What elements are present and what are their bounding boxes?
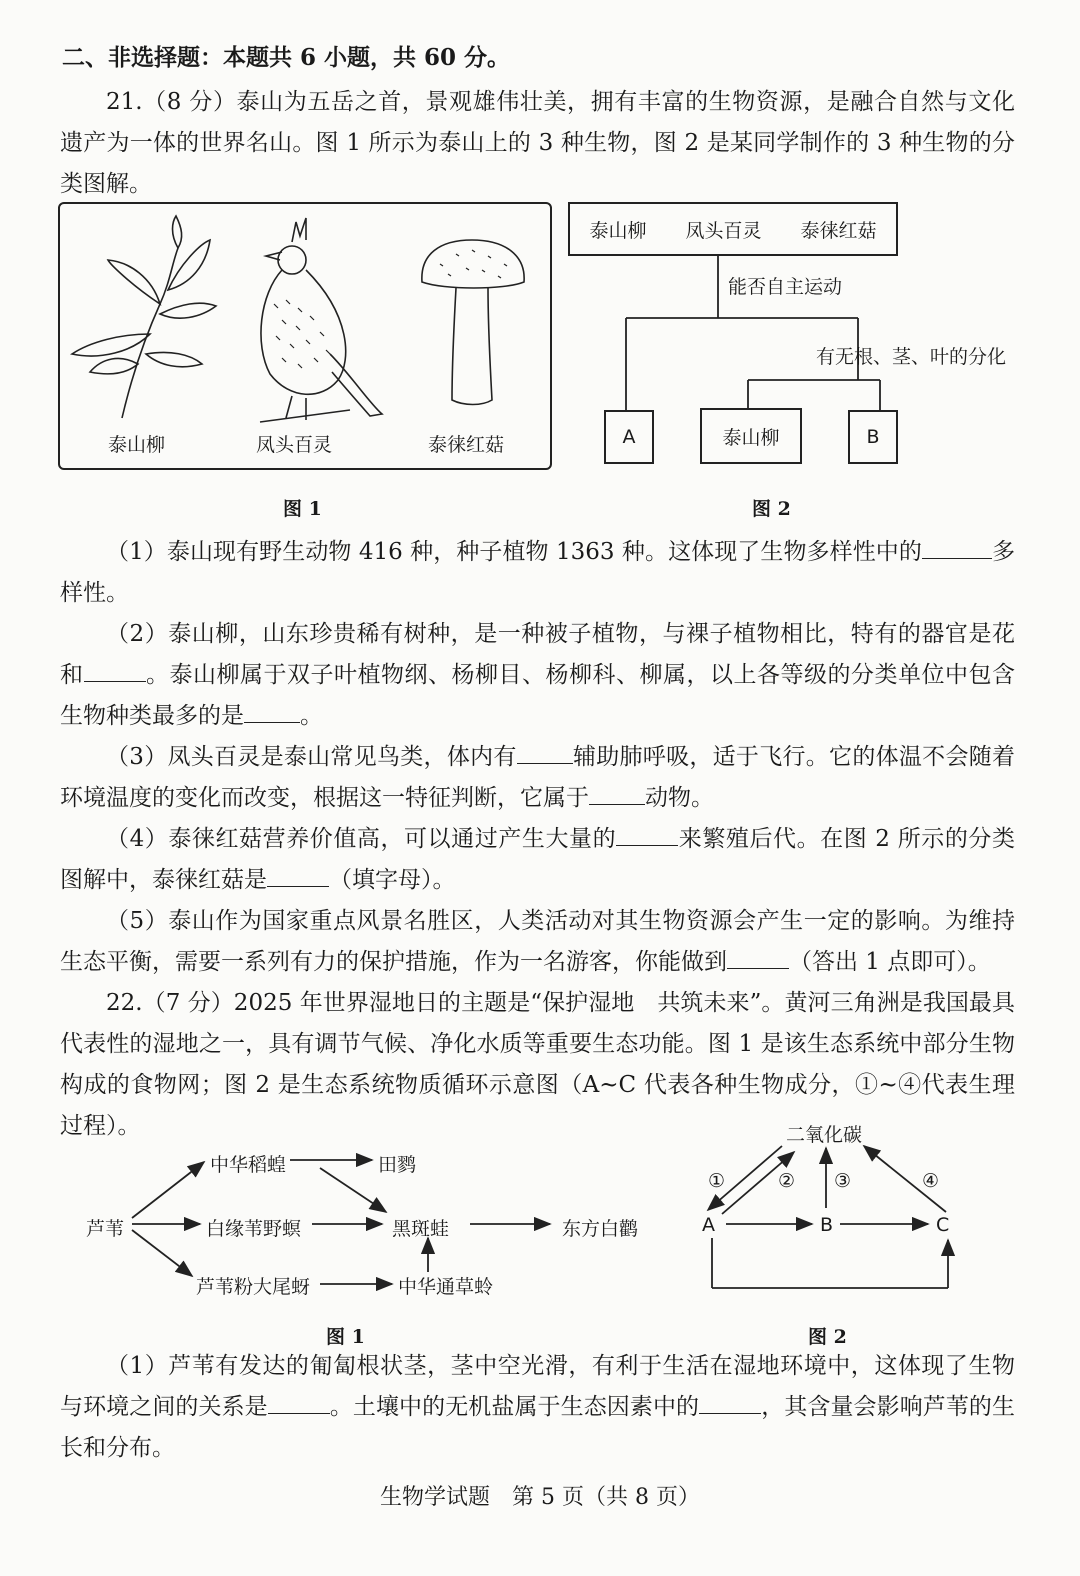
q22-part1-text-a: （1）芦苇有发达的匍匐根状茎，茎中空光滑，有利于生活在湿地环境中，这体现了生物与环境之间的关系是 [60, 1353, 1015, 1420]
q22-part1 [60, 1346, 1015, 1469]
q22-intro: 22.（7 分）2025 年世界湿地日的主题是“保护湿地 共筑未来”。黄河三角洲是我国最具代表性的湿地之一，具有调节气候、净化水质等重要生态功能。图 1 是该生态系统中部分生物构成的食物网；图 2 是生态系统物质循环示意图（A~C 代表各种生物成分，①~④代表生理过程）。 [60, 990, 1015, 1139]
fig2-top-item-3: 泰徕红菇 [800, 219, 877, 242]
answer-blank[interactable] [616, 823, 678, 846]
fig2-leaf-a: A [604, 410, 654, 464]
answer-blank[interactable] [267, 864, 329, 887]
cycle-step-2: ② [778, 1170, 796, 1192]
mushroom-drawing [422, 240, 524, 405]
willow-branch-drawing [72, 216, 216, 418]
fw-skylark: 田鹨 [378, 1154, 417, 1176]
fig1-label-willow: 泰山柳 [108, 434, 166, 456]
q22-fig1-caption: 图 1 [326, 1326, 365, 1348]
q22-part1-text-b: 。土壤中的无机盐属于生态因素中的 [329, 1394, 700, 1420]
cycle-b: B [820, 1214, 834, 1236]
cycle-step-3: ③ [834, 1170, 852, 1192]
q21-fig2-caption: 图 2 [752, 498, 791, 520]
fw-grasshopper: 中华稻蝗 [210, 1154, 287, 1176]
q21-part3-text-c: 动物。 [645, 785, 714, 811]
q21-part1-text-a: （1）泰山现有野生动物 416 种，种子植物 1363 种。这体现了生物多样性中的 [106, 539, 922, 565]
q21-part3-text-a: （3）凤头百灵是泰山常见鸟类，体内有 [106, 744, 517, 770]
cycle-step-4: ④ [922, 1170, 940, 1192]
q21-part2-text-b: 。泰山柳属于双子叶植物纲、杨柳目、杨柳科、柳属，以上各等级的分类单位中包含生物种类最多的是 [60, 662, 1015, 729]
fw-stork: 东方白鹳 [562, 1218, 639, 1240]
fig1-label-lark: 凤头百灵 [256, 434, 333, 456]
answer-blank[interactable] [268, 1391, 330, 1414]
answer-blank[interactable] [727, 946, 789, 969]
fig2-top-box [568, 202, 898, 256]
answer-blank[interactable] [589, 782, 645, 805]
fig2-top-item-2: 凤头百灵 [685, 219, 762, 242]
q21-part3-text-b: 辅助肺呼吸，适于飞行。它的体温不会随着环境温度的变化而改变，根据这一特征判断，它属于 [60, 744, 1016, 811]
fw-reed: 芦苇 [86, 1218, 125, 1240]
fig2-leaf-b: B [848, 410, 898, 464]
fig1-label-mushroom: 泰徕红菇 [428, 434, 505, 456]
fw-weevil: 白缘苇野螟 [206, 1218, 302, 1240]
fig2-top-item-1: 泰山柳 [589, 219, 647, 242]
q21-part4-text-a: （4）泰徕红菇营养价值高，可以通过产生大量的 [106, 826, 617, 852]
fw-lacewing: 中华通草蛉 [398, 1276, 494, 1298]
q22-part1-text-c: ，其含量会影响芦苇的生长和分布。 [60, 1394, 1016, 1461]
q21-part2-text-a: （2）泰山柳，山东珍贵稀有树种，是一种被子植物，与裸子植物相比，特有的器官是花和 [60, 621, 1015, 688]
cycle-c: C [936, 1214, 950, 1236]
fw-frog: 黑斑蛙 [392, 1218, 450, 1240]
cycle-co2: 二氧化碳 [786, 1124, 863, 1146]
q22-fig2-caption: 图 2 [808, 1326, 847, 1348]
q21-part5-text-b: （答出 1 点即可）。 [789, 949, 991, 975]
cycle-a: A [702, 1214, 715, 1236]
q21-part2-text-c: 。 [300, 703, 323, 729]
lark-drawing [260, 218, 382, 422]
fig2-criterion-2: 有无根、茎、叶的分化 [816, 346, 1007, 368]
answer-blank[interactable] [922, 536, 992, 559]
fw-aphid: 芦苇粉大尾蚜 [196, 1276, 311, 1298]
answer-blank[interactable] [84, 659, 146, 682]
q21-part4 [60, 819, 1015, 901]
q21-part1 [60, 532, 1015, 614]
answer-blank[interactable] [244, 700, 300, 723]
q21-part5 [60, 901, 1015, 983]
q21-fig1-caption: 图 1 [283, 498, 322, 520]
q21-figure1 [58, 202, 552, 470]
cycle-step-1: ① [708, 1170, 726, 1192]
fig2-criterion-1: 能否自主运动 [728, 276, 843, 298]
q21-part2 [60, 614, 1015, 737]
q21-part5-text-a: （5）泰山作为国家重点风景名胜区，人类活动对其生物资源会产生一定的影响。为维持生态平衡，需要一系列有力的保护措施，作为一名游客，你能做到 [60, 908, 1015, 975]
answer-blank[interactable] [517, 741, 573, 764]
q21-figure1-drawing [60, 204, 550, 468]
fig2-leaf-willow: 泰山柳 [700, 408, 802, 464]
q21-intro: 21.（8 分）泰山为五岳之首，景观雄伟壮美，拥有丰富的生物资源，是融合自然与文化遗产为一体的世界名山。图 1 所示为泰山上的 3 种生物，图 2 是某同学制作的 3 种生物的分类图解。 [60, 89, 1015, 197]
q21-part1-text-b: 多样性。 [60, 539, 1015, 606]
q21-part4-text-c: （填字母）。 [329, 867, 456, 893]
q21-part4-text-b: 来繁殖后代。在图 2 所示的分类图解中，泰徕红菇是 [60, 826, 1015, 893]
answer-blank[interactable] [699, 1391, 761, 1414]
page-footer: 生物学试题 第 5 页（共 8 页） [380, 1485, 700, 1510]
section-title: 二、非选择题：本题共 6 小题，共 60 分。 [62, 44, 511, 71]
q21-part3 [60, 737, 1015, 819]
